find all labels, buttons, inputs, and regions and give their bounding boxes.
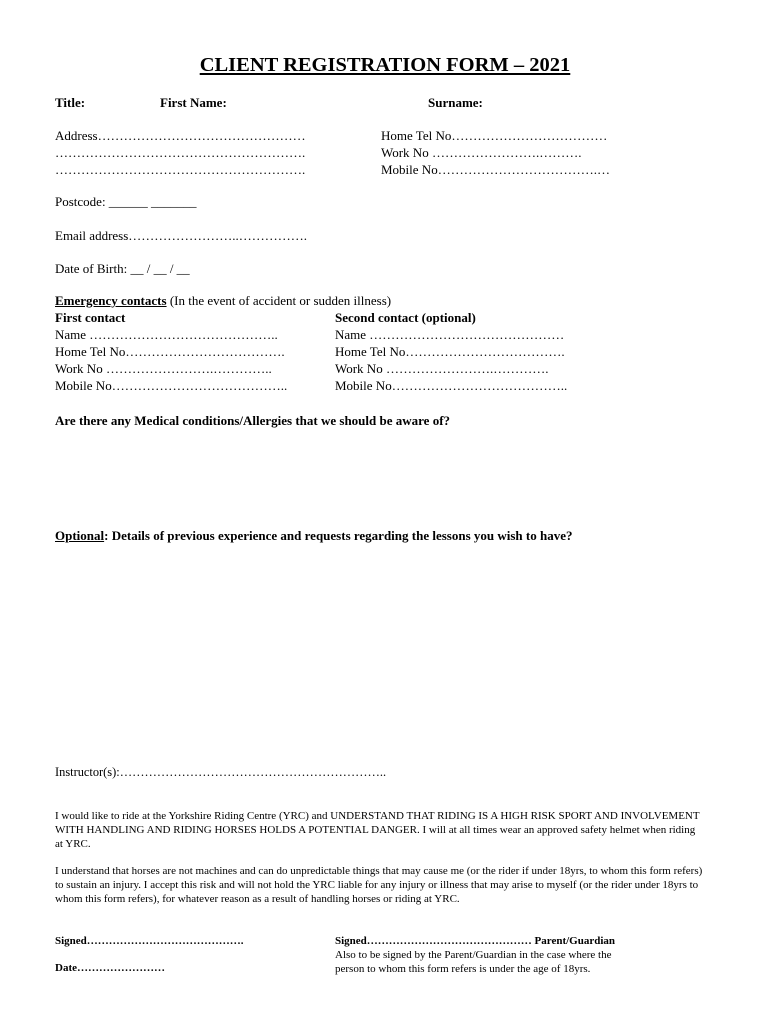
mobile-field[interactable]: Mobile No……………………………….… bbox=[381, 162, 610, 177]
first-contact-heading: First contact bbox=[55, 310, 126, 325]
optional-text: : Details of previous experience and requests regarding the lessons you wish to have? bbox=[104, 528, 573, 543]
second-contact-work[interactable]: Work No …………………….…………. bbox=[335, 361, 549, 376]
optional-label: Optional bbox=[55, 528, 105, 543]
signed-field[interactable]: Signed……………………………………. bbox=[55, 935, 244, 947]
address-line-2[interactable]: …………………………………………………. bbox=[55, 145, 306, 160]
second-contact-heading: Second contact (optional) bbox=[335, 310, 476, 325]
instructor-field[interactable]: Instructor(s):……………………………………………………….. bbox=[55, 765, 387, 779]
title-label: Title: bbox=[55, 95, 86, 110]
first-contact-mobile[interactable]: Mobile No………………………………….. bbox=[55, 378, 288, 393]
emergency-note: (In the event of accident or sudden illness) bbox=[166, 293, 392, 308]
emergency-heading: Emergency contacts bbox=[55, 293, 167, 308]
experience-answer-area[interactable] bbox=[55, 548, 715, 758]
guardian-signed-field[interactable]: Signed……………………………………… Parent/Guardian bbox=[335, 935, 616, 947]
medical-answer-area[interactable] bbox=[55, 432, 715, 522]
page-title: CLIENT REGISTRATION FORM – 2021 bbox=[199, 54, 571, 76]
guardian-note-line-2: person to whom this form refers is under the age of 18yrs. bbox=[335, 963, 591, 975]
disclaimer-paragraph-1: I would like to ride at the Yorkshire Riding Centre (YRC) and UNDERSTAND THAT RIDING IS A HIGH RISK SPORT AND INVOLVEMENT WITH HANDLING AND RIDING HORSES HOLDS A POTENTIAL DANGER. I will at all times wear an approved safety helmet when riding at YRC. bbox=[55, 810, 700, 851]
first-contact-home-tel[interactable]: Home Tel No………………………………. bbox=[55, 344, 285, 359]
second-contact-home-tel[interactable]: Home Tel No………………………………. bbox=[335, 344, 565, 359]
emergency-heading-line bbox=[55, 293, 391, 309]
work-tel-field[interactable]: Work No …………………….………. bbox=[381, 145, 582, 160]
postcode-field[interactable]: Postcode: ______ _______ bbox=[55, 194, 197, 209]
address-line-3[interactable]: …………………………………………………. bbox=[55, 162, 306, 177]
date-field[interactable]: Date…………………… bbox=[55, 962, 165, 974]
optional-question bbox=[55, 528, 573, 544]
first-contact-work[interactable]: Work No …………………….………….. bbox=[55, 361, 272, 376]
home-tel-field[interactable]: Home Tel No……………………………… bbox=[381, 128, 608, 143]
second-contact-name[interactable]: Name ……………………………………… bbox=[335, 327, 565, 342]
guardian-note-line-1: Also to be signed by the Parent/Guardian in the case where the bbox=[335, 949, 612, 961]
surname-label: Surname: bbox=[428, 95, 483, 110]
medical-question: Are there any Medical conditions/Allergies that we should be aware of? bbox=[55, 413, 451, 428]
address-line-1[interactable]: Address………………………………………… bbox=[55, 128, 306, 143]
second-contact-mobile[interactable]: Mobile No………………………………….. bbox=[335, 378, 568, 393]
email-field[interactable]: Email address……………………..……………. bbox=[55, 228, 308, 243]
date-of-birth-field[interactable]: Date of Birth: __ / __ / __ bbox=[55, 261, 190, 276]
disclaimer-paragraph-2: I understand that horses are not machines and can do unpredictable things that may cause me (or the rider if under 18yrs, to whom this form refers) to sustain an injury. I accept this risk and will not hold the YRC liable for any injury or illness that may arise to myself (or the rider under 18yrs to whom this form refers), for whatever reason as a result of handling horses or riding at YRC. bbox=[55, 865, 703, 906]
first-name-label: First Name: bbox=[160, 95, 227, 110]
first-contact-name[interactable]: Name …………………………………….. bbox=[55, 327, 278, 342]
